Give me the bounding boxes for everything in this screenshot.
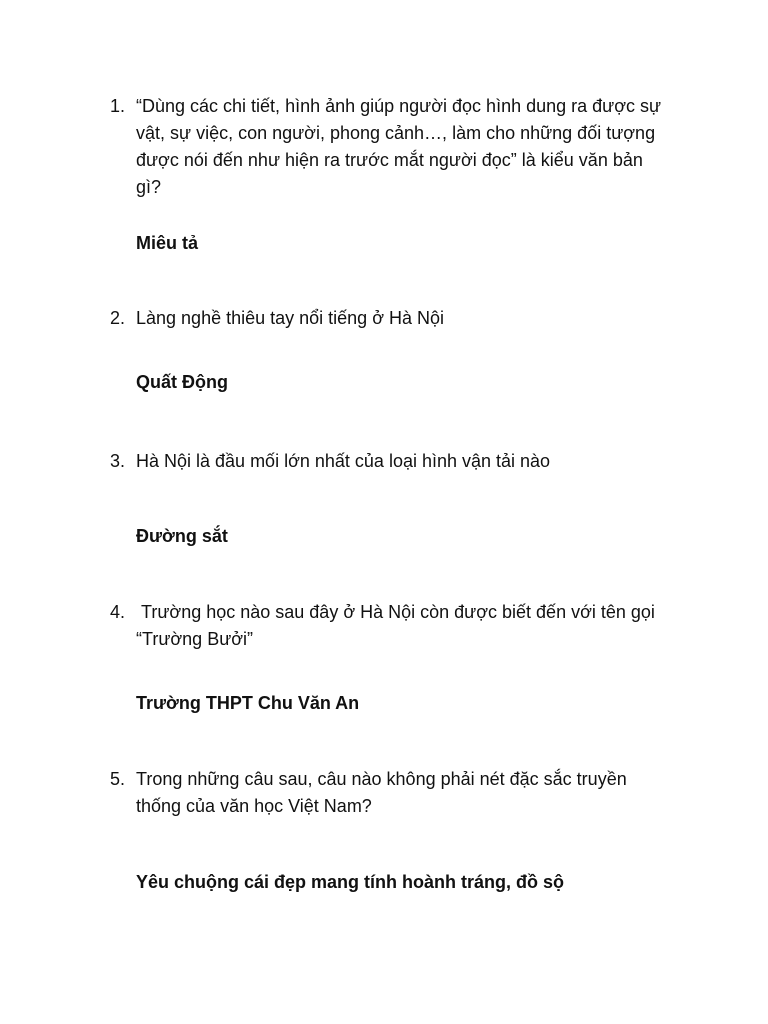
question-text: “Dùng các chi tiết, hình ảnh giúp người đọc hình dung ra được sự vật, sự việc, con người, phong cảnh…, làm cho những đối tượng được nói đến như hiện ra trước mắt người đọc” là kiểu văn bản gì? (136, 96, 662, 197)
question-row (110, 599, 670, 653)
question-number: 5. (110, 769, 126, 789)
question-number: 3. (110, 451, 126, 471)
question-item-1 (110, 93, 670, 257)
answer-text: Trường THPT Chu Văn An (136, 693, 360, 713)
question-item-3 (110, 448, 670, 550)
question-number: 1. (110, 96, 126, 116)
question-text: Trường học nào sau đây ở Hà Nội còn được biết đến với tên gọi “Trường Bưởi” (136, 602, 660, 649)
question-item-4 (110, 599, 670, 717)
question-row (110, 448, 670, 475)
question-text: Hà Nội là đầu mối lớn nhất của loại hình vận tải nào (136, 451, 551, 471)
question-row (110, 766, 670, 820)
answer-text: Miêu tả (136, 233, 199, 253)
question-text: Trong những câu sau, câu nào không phải nét đặc sắc truyền thống của văn học Việt Nam? (136, 769, 627, 816)
answer-text: Đường sắt (136, 526, 228, 546)
question-text: Làng nghề thiêu tay nổi tiếng ở Hà Nội (136, 308, 445, 328)
question-item-2 (110, 305, 670, 396)
answer-text: Quất Động (136, 372, 228, 392)
question-row (110, 93, 670, 201)
answer-text: Yêu chuộng cái đẹp mang tính hoành tráng, đồ sộ (136, 872, 565, 892)
question-item-5 (110, 766, 670, 896)
question-number: 2. (110, 308, 126, 328)
question-number: 4. (110, 602, 126, 622)
question-row (110, 305, 670, 332)
